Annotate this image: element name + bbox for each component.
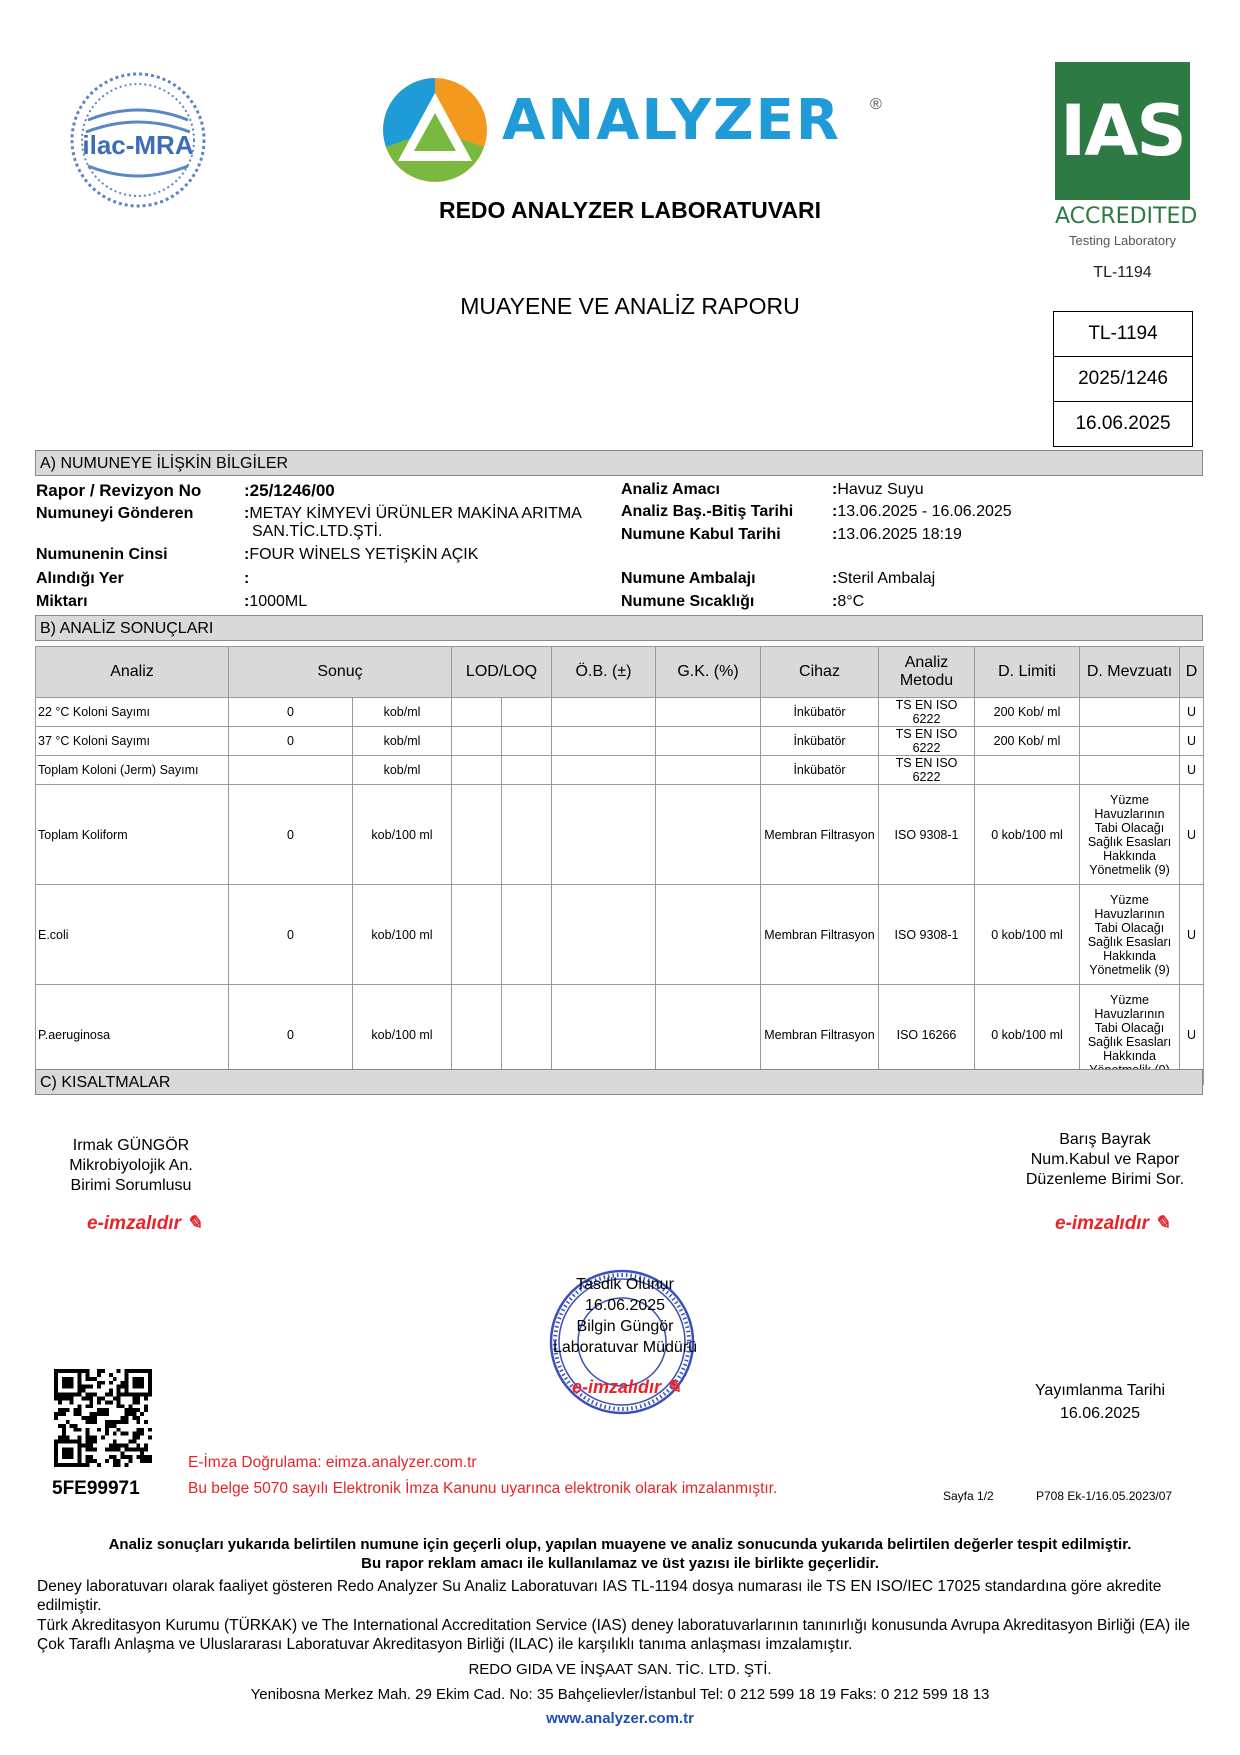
ias-accredited-text: ACCREDITED: [1055, 204, 1198, 229]
header-d: D: [1180, 647, 1204, 698]
cell-empty: [552, 727, 656, 756]
qr-code: [54, 1369, 152, 1467]
cell-empty: [552, 698, 656, 727]
cell-birim: kob/100 ml: [353, 785, 452, 885]
cell-sonuc: 0: [229, 727, 353, 756]
ias-code: TL-1194: [1093, 264, 1152, 281]
cell-analiz: P.aeruginosa: [36, 985, 229, 1085]
cell-empty: [452, 885, 502, 985]
cell-limit: 0 kob/100 ml: [975, 985, 1080, 1085]
cell-metod: ISO 9308-1: [879, 785, 975, 885]
tarih-value: :13.06.2025 - 16.06.2025: [832, 503, 1012, 520]
cell-mevzuat: [1080, 698, 1180, 727]
header-limit: D. Limiti: [975, 647, 1080, 698]
analyzer-triangle-icon: [380, 75, 490, 185]
ias-testing-text: Testing Laboratory: [1069, 233, 1176, 248]
cell-analiz: 22 °C Koloni Sayımı: [36, 698, 229, 727]
footer-validity-note: Analiz sonuçları yukarıda belirtilen numune için geçerli olup, yapılan muayene ve analiz sonucunda yukarıda belirtilen değerler tespit edilmiştir.: [108, 1536, 1132, 1553]
table-row: [36, 756, 1204, 785]
cell-empty: [452, 785, 502, 885]
section-b-title: B) ANALİZ SONUÇLARI: [35, 615, 1203, 641]
right-signer-title-1: Num.Kabul ve Rapor: [1030, 1151, 1180, 1168]
rapor-value: :25/1246/00: [244, 481, 335, 500]
header-sonuc: Sonuç: [229, 647, 452, 698]
header-cihaz: Cihaz: [761, 647, 879, 698]
header-gk: G.K. (%): [656, 647, 761, 698]
cell-metod: ISO 16266: [879, 985, 975, 1085]
qr-code-label: 5FE99971: [52, 1478, 140, 1499]
ilac-mra-logo: [68, 70, 208, 210]
cell-empty: [552, 885, 656, 985]
header-analiz: Analiz: [36, 647, 229, 698]
form-code: P708 Ek-1/16.05.2023/07: [1036, 1489, 1173, 1503]
footer-company: REDO GIDA VE İNŞAAT SAN. TİC. LTD. ŞTİ.: [468, 1661, 772, 1678]
cell-limit: 0 kob/100 ml: [975, 785, 1080, 885]
cell-empty: [656, 785, 761, 885]
cell-d: U: [1180, 756, 1204, 785]
cins-value: :FOUR WİNELS YETİŞKİN AÇIK: [244, 546, 479, 563]
left-signer-name: Irmak GÜNGÖR: [72, 1137, 190, 1154]
cell-empty: [452, 698, 502, 727]
gonderen-value-2: SAN.TİC.LTD.ŞTİ.: [252, 523, 383, 540]
esig-verification-link[interactable]: E-İmza Doğrulama: eimza.analyzer.com.tr: [188, 1454, 477, 1471]
cell-d: U: [1180, 785, 1204, 885]
cell-d: U: [1180, 727, 1204, 756]
cell-birim: kob/100 ml: [353, 985, 452, 1085]
footer-usage-note: Bu rapor reklam amacı ile kullanılamaz ve üst yazısı ile birlikte geçerlidir.: [361, 1555, 879, 1572]
header-lod-loq: LOD/LOQ: [452, 647, 552, 698]
miktar-value: :1000ML: [244, 593, 308, 610]
gonderen-value: :METAY KİMYEVİ ÜRÜNLER MAKİNA ARITMA: [244, 505, 582, 522]
sicaklik-value: :8°C: [832, 593, 865, 610]
cell-sonuc: 0: [229, 985, 353, 1085]
center-signer-name: Bilgin Güngör: [576, 1318, 674, 1335]
ref-accreditation-no: TL-1194: [1054, 312, 1192, 357]
cell-analiz: Toplam Koliform: [36, 785, 229, 885]
cell-analiz: Toplam Koloni (Jerm) Sayımı: [36, 756, 229, 785]
cell-empty: [452, 756, 502, 785]
ambalaj-label: Numune Ambalajı: [621, 570, 756, 587]
yer-label: Alındığı Yer: [36, 570, 124, 587]
cell-analiz: 37 °C Koloni Sayımı: [36, 727, 229, 756]
kabul-value: :13.06.2025 18:19: [832, 526, 962, 543]
cell-empty: [502, 785, 552, 885]
cell-birim: kob/ml: [353, 727, 452, 756]
section-a-title: A) NUMUNEYE İLİŞKİN BİLGİLER: [35, 450, 1203, 476]
cell-sonuc: 0: [229, 698, 353, 727]
gonderen-label: Numuneyi Gönderen: [36, 505, 194, 522]
table-row: [36, 698, 1204, 727]
header-metod: Analiz Metodu: [879, 647, 975, 698]
cell-sonuc: [229, 756, 353, 785]
ref-date: 16.06.2025: [1075, 413, 1171, 434]
amac-value: :Havuz Suyu: [832, 481, 924, 498]
cell-limit: 200 Kob/ ml: [975, 698, 1080, 727]
footer-recognition-text: Türk Akreditasyon Kurumu (TÜRKAK) ve The International Accreditation Service (IAS) deney laboratuvarlarının tanınırlığı konusunda Avrupa Akreditasyon Birliği (EA) ile Çok Taraflı Anlaşma ve Uluslararası Laboratuvar Akreditasyon Birliği (ILAC) ile karşılıklı tanıma anlaşması imzalamıştır.: [37, 1617, 1191, 1653]
cell-d: U: [1180, 985, 1204, 1085]
footer-website[interactable]: www.analyzer.com.tr: [546, 1710, 694, 1727]
tarih-label: Analiz Baş.-Bitiş Tarihi: [621, 503, 794, 520]
cell-metod: TS EN ISO 6222: [879, 727, 975, 756]
cell-mevzuat: Yüzme Havuzlarının Tabi Olacağı Sağlık Esasları Hakkında Yönetmelik (9): [1080, 885, 1180, 985]
cell-empty: [656, 698, 761, 727]
ilac-logo-text: ilac-MRA: [82, 130, 194, 160]
cell-empty: [552, 785, 656, 885]
page-number: Sayfa 1/2: [943, 1489, 994, 1503]
cell-birim: kob/ml: [353, 756, 452, 785]
left-signer-title-2: Birimi Sorumlusu: [70, 1177, 192, 1194]
cell-empty: [502, 698, 552, 727]
cell-cihaz: İnkübatör: [761, 698, 879, 727]
center-esig: e-imzalıdır ✎: [572, 1377, 682, 1397]
pen-icon: ✎: [186, 1213, 203, 1234]
center-approval: Tasdik Olunur: [576, 1276, 674, 1293]
right-esig: e-imzalıdır ✎: [1055, 1213, 1171, 1234]
publish-label: Yayımlanma Tarihi: [1034, 1382, 1166, 1399]
ambalaj-value: :Steril Ambalaj: [832, 570, 936, 587]
right-signer-name: Barış Bayrak: [1059, 1131, 1151, 1148]
sicaklik-label: Numune Sıcaklığı: [621, 593, 755, 610]
cell-limit: 200 Kob/ ml: [975, 727, 1080, 756]
section-c-title: C) KISALTMALAR: [35, 1069, 1203, 1095]
results-table: [35, 646, 1204, 1085]
cell-mevzuat: Yüzme Havuzlarının Tabi Olacağı Sağlık Esasları Hakkında Yönetmelik (9): [1080, 785, 1180, 885]
cell-d: U: [1180, 698, 1204, 727]
cins-label: Numunenin Cinsi: [36, 546, 168, 563]
report-title: MUAYENE VE ANALİZ RAPORU: [460, 293, 800, 319]
cell-d: U: [1180, 885, 1204, 985]
kabul-label: Numune Kabul Tarihi: [621, 526, 781, 543]
cell-empty: [552, 756, 656, 785]
cell-limit: 0 kob/100 ml: [975, 885, 1080, 985]
center-signature: [520, 1274, 730, 1358]
center-date: 16.06.2025: [584, 1297, 666, 1314]
rapor-label: Rapor / Revizyon No: [36, 481, 202, 500]
yer-value: :: [244, 570, 250, 587]
amac-label: Analiz Amacı: [621, 481, 720, 498]
cell-empty: [656, 756, 761, 785]
pen-icon: ✎: [1154, 1213, 1171, 1234]
publish-date: 16.06.2025: [1059, 1405, 1141, 1422]
cell-analiz: E.coli: [36, 885, 229, 985]
cell-limit: [975, 756, 1080, 785]
header-mevzuat: D. Mevzuatı: [1080, 647, 1180, 698]
cell-sonuc: 0: [229, 785, 353, 885]
results-header-row: [36, 647, 1204, 698]
esig-law-notice: Bu belge 5070 sayılı Elektronik İmza Kanunu uyarınca elektronik olarak imzalanmıştır.: [188, 1480, 778, 1497]
cell-empty: [502, 885, 552, 985]
cell-empty: [452, 727, 502, 756]
cell-empty: [656, 727, 761, 756]
ias-logo-text: IAS: [1055, 62, 1190, 200]
left-signer-title-1: Mikrobiyolojik An.: [69, 1157, 193, 1174]
brand-registered-mark: ®: [870, 96, 882, 113]
cell-mevzuat: Yüzme Havuzlarının Tabi Olacağı Sağlık Esasları Hakkında: [1080, 985, 1180, 1085]
right-signature: [1010, 1130, 1200, 1190]
miktar-label: Miktarı: [36, 593, 88, 610]
left-esig: e-imzalıdır ✎: [87, 1213, 203, 1234]
laboratory-title: REDO ANALYZER LABORATUVARI: [438, 197, 822, 223]
reference-box: [1053, 311, 1193, 447]
cell-empty: [502, 727, 552, 756]
right-signer-title-2: Düzenleme Birimi Sor.: [1025, 1171, 1185, 1188]
cell-cihaz: İnkübatör: [761, 727, 879, 756]
footer-accreditation-text: Deney laboratuvarı olarak faaliyet gösteren Redo Analyzer Su Analiz Laboratuvarı IAS TL-1194 dosya numarası ile TS EN ISO/IEC 17025 standardına göre akredite edilmiştir.: [37, 1578, 1162, 1614]
cell-cihaz: Membran Filtrasyon: [761, 785, 879, 885]
cell-birim: kob/ml: [353, 698, 452, 727]
cell-metod: TS EN ISO 6222: [879, 698, 975, 727]
header-ob: Ö.B. (±): [552, 647, 656, 698]
brand-name: ANALYZER: [502, 88, 842, 153]
pen-icon: ✎: [666, 1377, 682, 1397]
table-row: [36, 727, 1204, 756]
cell-cihaz: İnkübatör: [761, 756, 879, 785]
publish-info: [1020, 1379, 1180, 1425]
cell-metod: ISO 9308-1: [879, 885, 975, 985]
cell-sonuc: 0: [229, 885, 353, 985]
center-signer-title: Laboratuvar Müdürü: [552, 1339, 698, 1356]
cell-cihaz: Membran Filtrasyon: [761, 885, 879, 985]
cell-cihaz: Membran Filtrasyon: [761, 985, 879, 1085]
footer-address: Yenibosna Merkez Mah. 29 Ekim Cad. No: 35 Bahçelievler/İstanbul Tel: 0 212 599 18 19 Faks: 0 212 599 18 13: [250, 1686, 990, 1703]
cell-empty: [502, 756, 552, 785]
table-row: [36, 885, 1204, 985]
left-signature: [41, 1136, 221, 1196]
cell-mevzuat: [1080, 727, 1180, 756]
cell-birim: kob/100 ml: [353, 885, 452, 985]
ias-accredited-logo: [1055, 62, 1198, 292]
cell-empty: [656, 885, 761, 985]
cell-metod: TS EN ISO 6222: [879, 756, 975, 785]
ref-report-no: 2025/1246: [1054, 357, 1192, 402]
cell-mevzuat: [1080, 756, 1180, 785]
table-row: [36, 785, 1204, 885]
